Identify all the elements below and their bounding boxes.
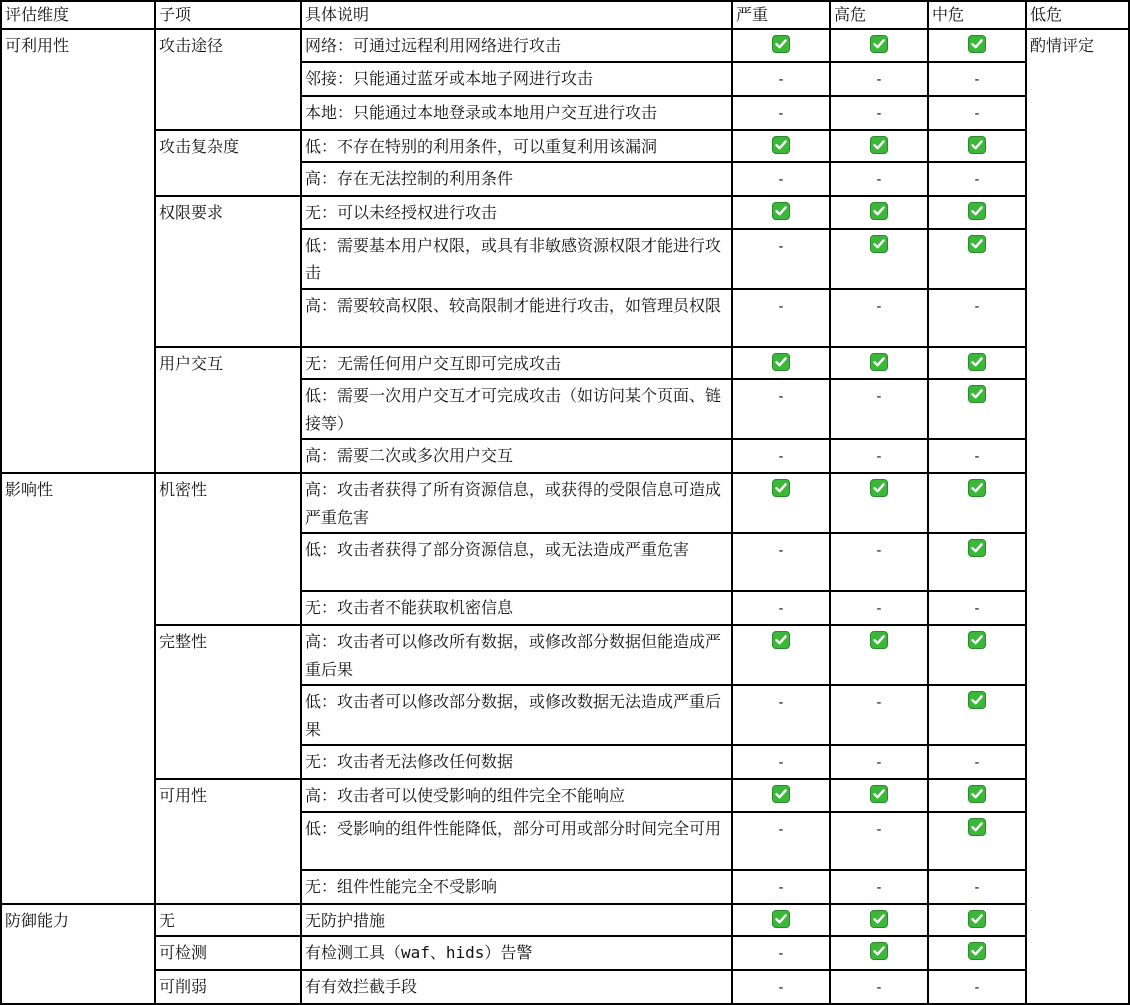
high-cell	[830, 196, 928, 229]
high-cell	[830, 473, 928, 533]
severe-cell	[732, 591, 830, 625]
green-check-icon	[870, 910, 888, 928]
table-row	[1, 936, 1129, 970]
dash-mark: -	[874, 71, 884, 88]
dash-mark: -	[874, 449, 884, 465]
severe-cell	[732, 289, 830, 347]
subitem-cell: 完整性	[155, 625, 301, 779]
high-cell	[830, 130, 928, 163]
medium-cell	[928, 625, 1026, 685]
dimension-cell: 可利用性	[1, 29, 155, 473]
high-cell	[830, 904, 928, 937]
description-cell: 网络：可通过远程利用网络进行攻击	[301, 29, 732, 62]
high-cell	[830, 439, 928, 473]
medium-cell	[928, 936, 1026, 970]
subitem-cell: 攻击复杂度	[155, 130, 301, 197]
description-cell: 高：攻击者获得了所有资源信息，或获得的受限信息可造成严重危害	[301, 473, 732, 533]
dash-mark: -	[776, 389, 786, 405]
table-row	[1, 347, 1129, 380]
green-check-icon	[968, 691, 986, 709]
table-row	[1, 29, 1129, 62]
medium-cell	[928, 685, 1026, 745]
severe-cell	[732, 745, 830, 779]
dash-mark: -	[972, 105, 982, 122]
severe-cell	[732, 812, 830, 870]
dash-mark: -	[972, 980, 982, 996]
high-cell	[830, 685, 928, 745]
dash-mark: -	[776, 105, 786, 122]
description-cell: 无：攻击者无法修改任何数据	[301, 745, 732, 779]
medium-cell	[928, 162, 1026, 196]
high-cell	[830, 62, 928, 96]
medium-cell	[928, 591, 1026, 625]
green-check-icon	[870, 136, 888, 154]
description-cell: 无：组件性能完全不受影响	[301, 870, 732, 904]
dash-mark: -	[874, 389, 884, 405]
dash-mark: -	[776, 71, 786, 88]
description-cell: 无防护措施	[301, 904, 732, 937]
dash-mark: -	[776, 449, 786, 465]
severe-cell	[732, 29, 830, 62]
severe-cell	[732, 96, 830, 130]
severe-cell	[732, 379, 830, 439]
dash-mark: -	[776, 695, 786, 711]
header-high: 高危	[830, 1, 928, 29]
subitem-cell: 机密性	[155, 473, 301, 625]
dash-mark: -	[776, 821, 786, 838]
subitem-cell: 权限要求	[155, 196, 301, 347]
description-cell: 有有效拦截手段	[301, 970, 732, 1004]
high-cell	[830, 379, 928, 439]
severe-cell	[732, 533, 830, 591]
green-check-icon	[870, 942, 888, 960]
medium-cell	[928, 196, 1026, 229]
header-description: 具体说明	[301, 1, 732, 29]
dash-mark: -	[972, 172, 982, 188]
medium-cell	[928, 379, 1026, 439]
green-check-icon	[870, 353, 888, 371]
medium-cell	[928, 870, 1026, 904]
dash-mark: -	[972, 449, 982, 465]
high-cell	[830, 625, 928, 685]
green-check-icon	[968, 385, 986, 403]
dash-mark: -	[776, 298, 786, 315]
description-cell: 低：受影响的组件性能降低，部分可用或部分时间完全可用	[301, 812, 732, 870]
high-cell	[830, 936, 928, 970]
high-cell	[830, 870, 928, 904]
green-check-icon	[968, 235, 986, 253]
high-cell	[830, 533, 928, 591]
subitem-cell: 无	[155, 904, 301, 937]
medium-cell	[928, 533, 1026, 591]
green-check-icon	[870, 202, 888, 220]
medium-cell	[928, 347, 1026, 380]
table-row	[1, 779, 1129, 812]
subitem-cell: 攻击途径	[155, 29, 301, 130]
high-cell	[830, 162, 928, 196]
dash-mark: -	[874, 879, 884, 896]
green-check-icon	[968, 202, 986, 220]
severe-cell	[732, 162, 830, 196]
high-cell	[830, 745, 928, 779]
header-dimension: 评估维度	[1, 1, 155, 29]
subitem-cell: 用户交互	[155, 347, 301, 474]
table-body	[1, 29, 1129, 1004]
description-cell: 无：无需任何用户交互即可完成攻击	[301, 347, 732, 380]
severe-cell	[732, 779, 830, 812]
green-check-icon	[772, 136, 790, 154]
subitem-cell: 可检测	[155, 936, 301, 970]
green-check-icon	[772, 631, 790, 649]
description-cell: 低：攻击者获得了部分资源信息，或无法造成严重危害	[301, 533, 732, 591]
table-row	[1, 625, 1129, 685]
severe-cell	[732, 936, 830, 970]
description-cell: 低：需要一次用户交互才可完成攻击（如访问某个页面、链接等）	[301, 379, 732, 439]
dash-mark: -	[874, 821, 884, 838]
dash-mark: -	[972, 71, 982, 88]
medium-cell	[928, 812, 1026, 870]
green-check-icon	[772, 35, 790, 53]
description-cell: 高：需要较高权限、较高限制才能进行攻击，如管理员权限	[301, 289, 732, 347]
dash-mark: -	[776, 946, 786, 962]
dash-mark: -	[874, 980, 884, 996]
table-row	[1, 473, 1129, 533]
dash-mark: -	[972, 755, 982, 771]
description-cell: 高：存在无法控制的利用条件	[301, 162, 732, 196]
medium-cell	[928, 289, 1026, 347]
high-cell	[830, 779, 928, 812]
high-cell	[830, 347, 928, 380]
high-cell	[830, 591, 928, 625]
green-check-icon	[870, 479, 888, 497]
description-cell: 高：需要二次或多次用户交互	[301, 439, 732, 473]
subitem-cell: 可削弱	[155, 970, 301, 1004]
dash-mark: -	[874, 695, 884, 711]
description-cell: 邻接：只能通过蓝牙或本地子网进行攻击	[301, 62, 732, 96]
severe-cell	[732, 229, 830, 289]
green-check-icon	[870, 35, 888, 53]
severe-cell	[732, 473, 830, 533]
description-cell: 有检测工具（waf、hids）告警	[301, 936, 732, 970]
severe-cell	[732, 870, 830, 904]
green-check-icon	[968, 35, 986, 53]
severe-cell	[732, 196, 830, 229]
high-cell	[830, 970, 928, 1004]
severe-cell	[732, 130, 830, 163]
high-cell	[830, 229, 928, 289]
dash-mark: -	[874, 298, 884, 315]
header-subitem: 子项	[155, 1, 301, 29]
description-cell: 高：攻击者可以修改所有数据，或修改部分数据但能造成严重后果	[301, 625, 732, 685]
description-cell: 无：可以未经授权进行攻击	[301, 196, 732, 229]
medium-cell	[928, 439, 1026, 473]
green-check-icon	[772, 785, 790, 803]
green-check-icon	[870, 785, 888, 803]
green-check-icon	[968, 910, 986, 928]
dash-mark: -	[874, 755, 884, 771]
dash-mark: -	[776, 172, 786, 188]
medium-cell	[928, 473, 1026, 533]
dash-mark: -	[776, 980, 786, 996]
green-check-icon	[968, 631, 986, 649]
green-check-icon	[968, 942, 986, 960]
description-cell: 低：攻击者可以修改部分数据，或修改数据无法造成严重后果	[301, 685, 732, 745]
table-row	[1, 970, 1129, 1004]
severe-cell	[732, 439, 830, 473]
table-row	[1, 196, 1129, 229]
header-low: 低危	[1026, 1, 1129, 29]
dash-mark: -	[776, 238, 786, 255]
severe-cell	[732, 625, 830, 685]
high-cell	[830, 96, 928, 130]
dash-mark: -	[972, 601, 982, 617]
green-check-icon	[772, 910, 790, 928]
dash-mark: -	[874, 105, 884, 122]
medium-cell	[928, 970, 1026, 1004]
medium-cell	[928, 62, 1026, 96]
dimension-cell: 防御能力	[1, 904, 155, 1005]
green-check-icon	[968, 479, 986, 497]
severe-cell	[732, 970, 830, 1004]
dash-mark: -	[874, 601, 884, 617]
subitem-cell: 可用性	[155, 779, 301, 904]
description-cell: 本地：只能通过本地登录或本地用户交互进行攻击	[301, 96, 732, 130]
dash-mark: -	[776, 755, 786, 771]
medium-cell	[928, 130, 1026, 163]
high-cell	[830, 812, 928, 870]
green-check-icon	[772, 479, 790, 497]
medium-cell	[928, 904, 1026, 937]
green-check-icon	[968, 136, 986, 154]
dash-mark: -	[972, 298, 982, 315]
description-cell: 无：攻击者不能获取机密信息	[301, 591, 732, 625]
severe-cell	[732, 685, 830, 745]
dimension-cell: 影响性	[1, 473, 155, 904]
severe-cell	[732, 904, 830, 937]
table-row	[1, 904, 1129, 937]
green-check-icon	[968, 785, 986, 803]
header-row	[1, 1, 1129, 29]
green-check-icon	[968, 818, 986, 836]
high-cell	[830, 289, 928, 347]
dash-mark: -	[972, 879, 982, 896]
green-check-icon	[870, 631, 888, 649]
description-cell: 低：需要基本用户权限，或具有非敏感资源权限才能进行攻击	[301, 229, 732, 289]
green-check-icon	[968, 539, 986, 557]
green-check-icon	[772, 202, 790, 220]
severe-cell	[732, 347, 830, 380]
dash-mark: -	[874, 172, 884, 188]
medium-cell	[928, 229, 1026, 289]
green-check-icon	[772, 353, 790, 371]
description-cell: 高：攻击者可以使受影响的组件完全不能响应	[301, 779, 732, 812]
medium-cell	[928, 745, 1026, 779]
header-severe: 严重	[732, 1, 830, 29]
medium-cell	[928, 96, 1026, 130]
high-cell	[830, 29, 928, 62]
green-check-icon	[968, 353, 986, 371]
dash-mark: -	[874, 543, 884, 559]
medium-cell	[928, 779, 1026, 812]
low-cell: 酌情评定	[1026, 29, 1129, 1004]
dash-mark: -	[776, 543, 786, 559]
severe-cell	[732, 62, 830, 96]
table-row	[1, 130, 1129, 163]
green-check-icon	[870, 235, 888, 253]
description-cell: 低：不存在特别的利用条件，可以重复利用该漏洞	[301, 130, 732, 163]
dash-mark: -	[776, 601, 786, 617]
dash-mark: -	[776, 879, 786, 896]
medium-cell	[928, 29, 1026, 62]
header-medium: 中危	[928, 1, 1026, 29]
